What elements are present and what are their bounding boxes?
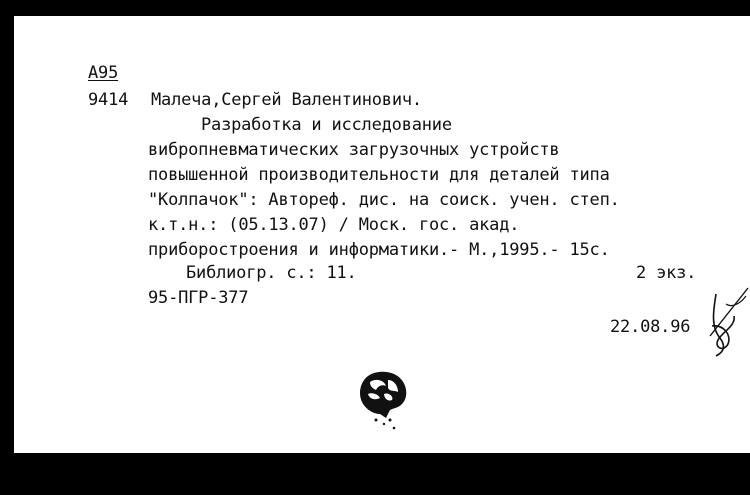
shelf-mark: А95 bbox=[88, 63, 119, 83]
copies-count: 2 экз. bbox=[636, 263, 697, 283]
title-line: вибропневматических загрузочных устройств bbox=[148, 140, 560, 160]
title-line: приборостроения и информатики.- М.,1995.- 15с. bbox=[148, 240, 610, 260]
title-line: "Колпачок": Автореф. дис. на соиск. учен. степ. bbox=[148, 190, 620, 210]
title-line: повышенной производительности для деталей типа bbox=[148, 165, 610, 185]
handwritten-signature-icon bbox=[706, 286, 750, 358]
bibliography-note: Библиогр. с.: 11. bbox=[186, 263, 357, 283]
catalog-card bbox=[14, 16, 750, 453]
title-line: Разработка и исследование bbox=[201, 115, 452, 135]
processing-date: 22.08.96 bbox=[610, 317, 691, 337]
catalog-code: 95-ПГР-377 bbox=[148, 288, 249, 308]
author-name: Малеча,Сергей Валентинович. bbox=[151, 90, 422, 110]
inventory-number: 9414 bbox=[88, 90, 129, 110]
library-stamp-icon bbox=[354, 368, 410, 430]
title-line: к.т.н.: (05.13.07) / Моск. гос. акад. bbox=[148, 215, 520, 235]
